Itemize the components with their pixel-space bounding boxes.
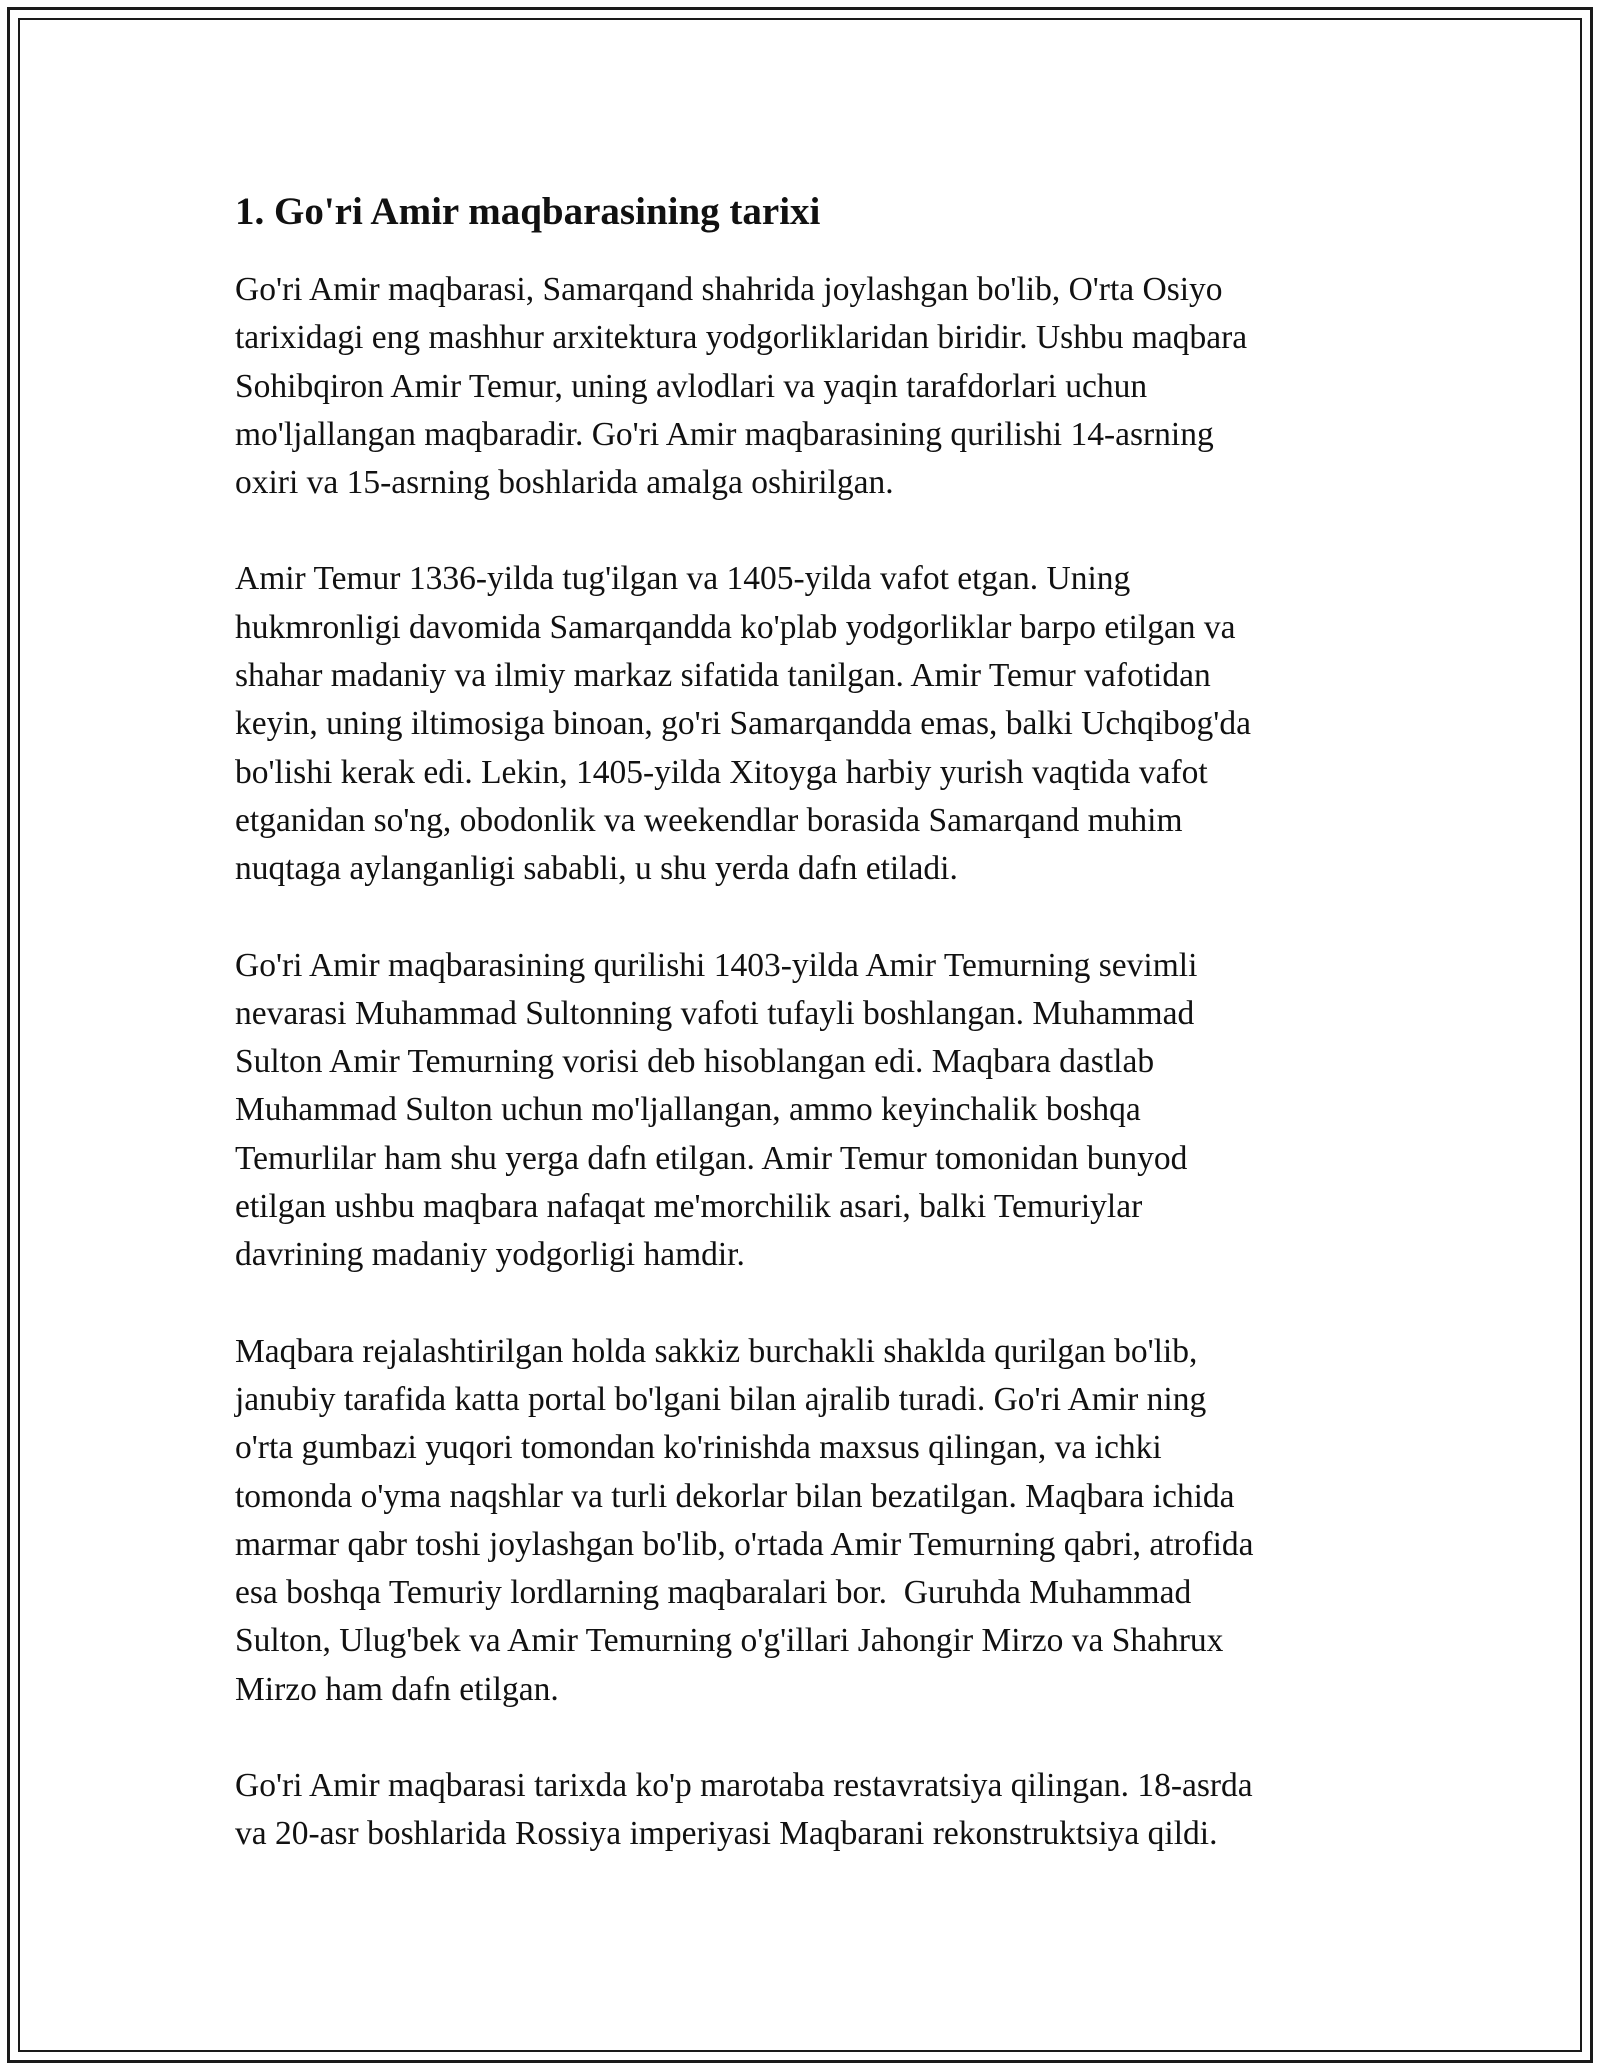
text-line: Amir Temur 1336-yilda tug'ilgan va 1405-yilda vafot etgan. Uning [235,560,1131,598]
text-line: keyin, uning iltimosiga binoan, go'ri Samarqandda emas, balki Uchqibog'da [235,705,1251,743]
text-line: Go'ri Amir maqbarasining qurilishi 1403-yilda Amir Temurning sevimli [235,946,1198,984]
text-line: mo'ljallangan maqbaradir. Go'ri Amir maqbarasining qurilishi 14-asrning [235,415,1214,453]
text-line: hukmronligi davomida Samarqandda ko'plab yodgorliklar barpo etilgan va [235,608,1236,646]
text-line: nevarasi Muhammad Sultonning vafoti tufayli boshlangan. Muhammad [235,994,1195,1032]
paragraph-3 [235,942,1365,1280]
paragraph-2 [235,555,1365,893]
text-line: Maqbara rejalashtirilgan holda sakkiz burchakli shaklda qurilgan bo'lib, [235,1332,1198,1370]
text-line: oxiri va 15-asrning boshlarida amalga oshirilgan. [235,464,894,502]
text-line: Mirzo ham dafn etilgan. [235,1670,559,1708]
paragraph-4 [235,1328,1365,1714]
text-line: shahar madaniy va ilmiy markaz sifatida tanilgan. Amir Temur vafotidan [235,657,1211,695]
text-line: va 20-asr boshlarida Rossiya imperiyasi Maqbarani rekonstruktsiya qildi. [235,1815,1218,1853]
text-line: Go'ri Amir maqbarasi tarixda ko'p marotaba restavratsiya qilingan. 18-asrda [235,1767,1253,1805]
paragraph-1 [235,266,1365,507]
text-line: Temurlilar ham shu yerga dafn etilgan. Amir Temur tomonidan bunyod [235,1139,1188,1177]
text-line: etilgan ushbu maqbara nafaqat me'morchilik asari, balki Temuriylar [235,1188,1143,1226]
text-line: janubiy tarafida katta portal bo'lgani bilan ajralib turadi. Go'ri Amir ning [235,1380,1207,1418]
text-line: Sulton, Ulug'bek va Amir Temurning o'g'illari Jahongir Mirzo va Shahrux [235,1622,1224,1660]
text-line: tomonda o'yma naqshlar va turli dekorlar bilan bezatilgan. Maqbara ichida [235,1477,1235,1515]
text-line: esa boshqa Temuriy lordlarning maqbaralari bor. Guruhda Muhammad [235,1574,1192,1612]
text-line: davrining madaniy yodgorligi hamdir. [235,1236,745,1274]
text-line: tarixidagi eng mashhur arxitektura yodgorliklaridan biridir. Ushbu maqbara [235,319,1248,357]
text-line: o'rta gumbazi yuqori tomondan ko'rinishda maxsus qilingan, va ichki [235,1429,1162,1467]
text-line: Go'ri Amir maqbarasi, Samarqand shahrida joylashgan bo'lib, O'rta Osiyo [235,271,1223,308]
text-line: Sohibqiron Amir Temur, uning avlodlari va yaqin tarafdorlari uchun [235,367,1148,405]
paragraph-5 [235,1762,1365,1859]
text-line: bo'lishi kerak edi. Lekin, 1405-yilda Xitoyga harbiy yurish vaqtida vafot [235,753,1208,791]
text-line: etganidan so'ng, obodonlik va weekendlar borasida Samarqand muhim [235,801,1183,839]
document-body [235,188,1365,1907]
section-heading: 1. Go'ri Amir maqbarasining tarixi [235,190,821,233]
text-line: nuqtaga aylanganligi sababli, u shu yerda dafn etiladi. [235,850,958,888]
text-line: marmar qabr toshi joylashgan bo'lib, o'rtada Amir Temurning qabri, atrofida [235,1525,1254,1563]
text-line: Muhammad Sulton uchun mo'ljallangan, ammo keyinchalik boshqa [235,1091,1141,1129]
text-line: Sulton Amir Temurning vorisi deb hisoblangan edi. Maqbara dastlab [235,1043,1155,1081]
